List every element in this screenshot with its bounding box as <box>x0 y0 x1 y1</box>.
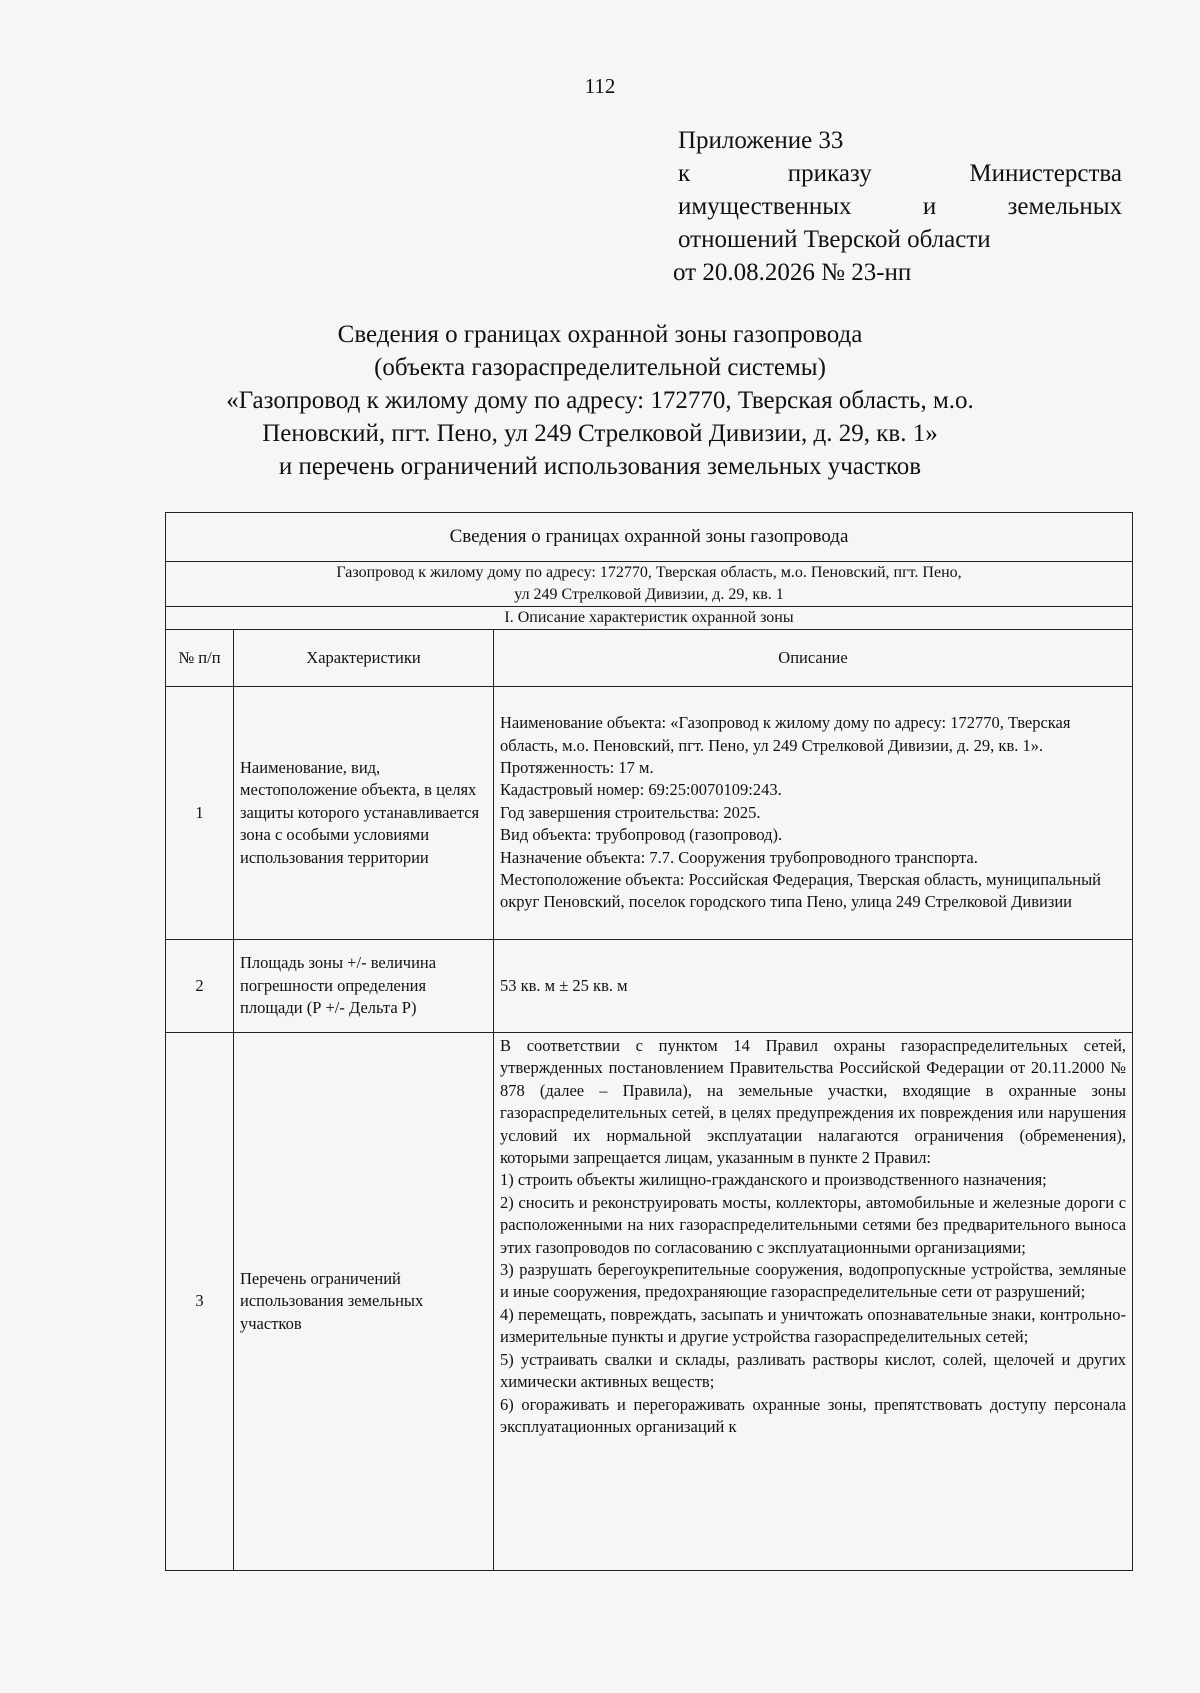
description-line: 3) разрушать берегоукрепительные сооружения, водопропускные устройства, земляные и иные сооружения, предохраняющие газораспределительные сети от разрушений; <box>500 1260 1127 1302</box>
table-object-name <box>166 562 1133 607</box>
zone-info-table <box>165 512 1133 1571</box>
table-title: Сведения о границах охранной зоны газопровода <box>166 513 1133 562</box>
description-line: 5) устраивать свалки и склады, разливать растворы кислот, солей, щелочей и других химически активных веществ; <box>500 1349 1127 1392</box>
description-line: Местоположение объекта: Российская Федерация, Тверская область, муниципальный округ Пеновский, поселок городского типа Пено, улица 249 Стрелковой Дивизии <box>500 870 1102 912</box>
row-description <box>494 1033 1133 1571</box>
appendix-line: Приложение 33 <box>678 127 844 154</box>
table-row <box>166 1033 1133 1571</box>
table-header-row <box>166 630 1133 687</box>
table-section-row <box>166 607 1133 630</box>
description-line: Назначение объекта: 7.7. Сооружения трубопроводного транспорта. <box>500 847 978 867</box>
appendix-line: имущественных и земельных <box>678 193 1122 220</box>
description-line: Протяженность: 17 м. <box>500 757 654 777</box>
heading-line: «Газопровод к жилому дому по адресу: 172770, Тверская область, м.о. <box>226 387 974 414</box>
document-heading <box>0 318 1200 483</box>
heading-line: Пеновский, пгт. Пено, ул 249 Стрелковой Дивизии, д. 29, кв. 1» <box>262 420 938 447</box>
row-characteristic: Перечень ограничений использования земельных участков <box>234 1033 494 1571</box>
table-row <box>166 940 1133 1033</box>
appendix-block <box>673 124 1122 289</box>
section-title: I. Описание характеристик охранной зоны <box>166 607 1133 630</box>
description-line: 1) строить объекты жилищно-гражданского и производственного назначения; <box>500 1170 1047 1190</box>
table-row <box>166 687 1133 940</box>
table-title-row <box>166 513 1133 562</box>
description-line: 4) перемещать, повреждать, засыпать и уничтожать опознавательные знаки, контрольно-измерительные пункты и другие устройства газораспределительных сетей; <box>500 1304 1127 1347</box>
row-characteristic: Наименование, вид, местоположение объекта, в целях защиты которого устанавливается зона с особыми условиями использования территории <box>234 687 494 940</box>
description-line: Вид объекта: трубопровод (газопровод). <box>500 825 783 845</box>
page-number: 112 <box>584 74 616 98</box>
description-line: 2) сносить и реконструировать мосты, коллекторы, автомобильные и железные дороги с расположенными на них газораспределительными сетями без предварительного выноса этих газопроводов по согласованию с эксплуатационными организациями; <box>500 1192 1127 1257</box>
appendix-date-line: от 20.08.2026 № 23-нп <box>673 259 912 286</box>
description-line: Кадастровый номер: 69:25:0070109:243. <box>500 780 782 800</box>
table-object-row <box>166 562 1133 607</box>
row-number: 2 <box>166 940 234 1033</box>
row-characteristic: Площадь зоны +/- величина погрешности определения площади (Р +/- Дельта Р) <box>234 940 494 1033</box>
heading-line: и перечень ограничений использования земельных участков <box>278 453 922 480</box>
header-num: № п/п <box>166 630 234 687</box>
description-line: 6) огораживать и перегораживать охранные зоны, препятствовать доступу персонала эксплуатационных организаций к <box>500 1394 1127 1436</box>
description-line: Год завершения строительства: 2025. <box>500 802 761 822</box>
description-line: В соответствии с пунктом 14 Правил охраны газораспределительных сетей, утвержденных постановлением Правительства Российской Федерации от 20.11.2000 № 878 (далее – Правила), на земельные участки, входящие в охранные зоны газораспределительных сетей, в целях предупреждения их повреждения или нарушения условий их нормальной эксплуатации налагаются ограничения (обременения), которыми запрещается лицам, указанным в пункте 2 Правил: <box>500 1036 1127 1168</box>
row-number: 1 <box>166 687 234 940</box>
heading-line: (объекта газораспределительной системы) <box>374 354 826 381</box>
object-name-line: ул 249 Стрелковой Дивизии, д. 29, кв. 1 <box>514 586 784 603</box>
header-description: Описание <box>494 630 1133 687</box>
object-name-line: Газопровод к жилому дому по адресу: 172770, Тверская область, м.о. Пеновский, пгт. Пено, <box>336 564 962 581</box>
appendix-line: к приказу Министерства <box>678 160 1122 187</box>
description-line: 53 кв. м ± 25 кв. м <box>500 975 628 995</box>
description-line: Наименование объекта: «Газопровод к жилому дому по адресу: 172770, Тверская область, м.о. Пеновский, пгт. Пено, ул 249 Стрелковой Дивизии, д. 29, кв. 1». <box>500 713 1071 755</box>
row-description <box>494 940 1133 1033</box>
header-characteristics: Характеристики <box>234 630 494 687</box>
appendix-line: отношений Тверской области <box>678 226 991 253</box>
row-number: 3 <box>166 1033 234 1571</box>
heading-line: Сведения о границах охранной зоны газопровода <box>337 321 863 348</box>
row-description <box>494 687 1133 940</box>
